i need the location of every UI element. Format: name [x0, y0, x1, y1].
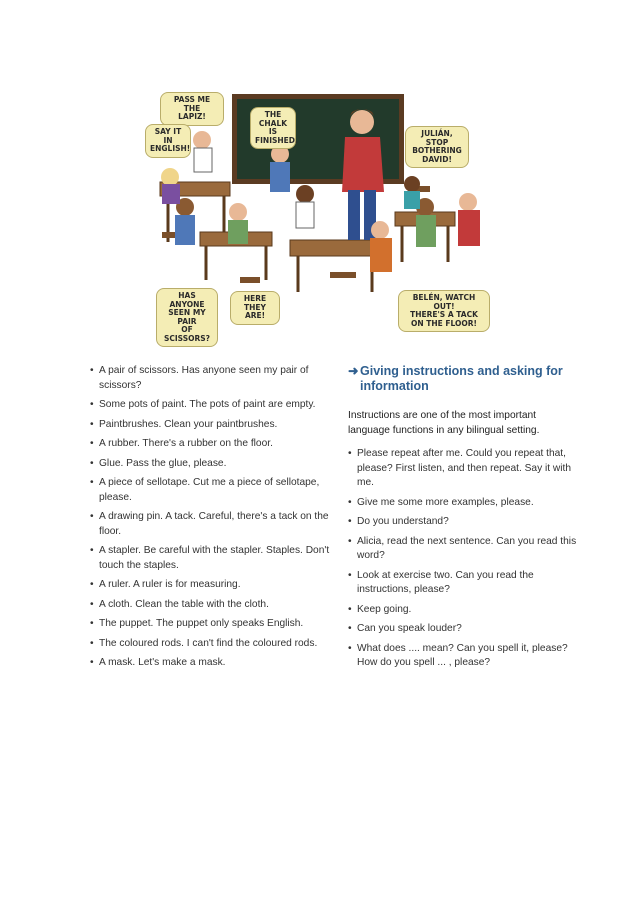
list-item: • A rubber. There's a rubber on the floor. — [90, 437, 335, 452]
instructions-section — [348, 364, 580, 676]
list-item: • Keep going. — [348, 603, 580, 618]
list-item: • Paintbrushes. Clean your paintbrushes. — [90, 418, 335, 433]
list-item: • A ruler. A ruler is for measuring. — [90, 578, 335, 593]
list-item: • Glue. Pass the glue, please. — [90, 457, 335, 472]
arrow-right-icon: ➜ — [348, 364, 359, 378]
list-item: • A drawing pin. A tack. Careful, there's a tack on the floor. — [90, 510, 335, 539]
speech-bubble: JULIÁN, STOP BOTHERING DAVID! — [405, 126, 469, 168]
list-item: • Can you speak louder? — [348, 622, 580, 637]
speech-bubble: THE CHALK IS FINISHED. — [250, 107, 296, 149]
list-item: • A piece of sellotape. Cut me a piece of sellotape, please. — [90, 476, 335, 505]
section-intro: Instructions are one of the most important language functions in any bilingual setting. — [348, 410, 540, 436]
list-item: • Do you understand? — [348, 515, 580, 530]
speech-bubble: SAY IT IN ENGLISH! — [145, 124, 191, 158]
section-heading — [348, 364, 580, 394]
vocabulary-list-section — [90, 364, 335, 676]
list-item: • A stapler. Be careful with the stapler. Staples. Don't touch the staples. — [90, 544, 335, 573]
list-item: • Alicia, read the next sentence. Can you read this word? — [348, 535, 580, 564]
speech-bubble: HAS ANYONE SEEN MY PAIR OF SCISSORS? — [156, 288, 218, 347]
section-heading-text: Giving instructions and asking for information — [360, 364, 563, 393]
speech-bubble: BELÉN, WATCH OUT! THERE'S A TACK ON THE FLOOR! — [398, 290, 490, 332]
list-item: • What does .... mean? Can you spell it, please? How do you spell ... , please? — [348, 642, 580, 671]
speech-bubble: PASS ME THE LAPIZ! — [160, 92, 224, 126]
list-item: • Please repeat after me. Could you repeat that, please? First listen, and then repeat. Say it with me. — [348, 447, 580, 491]
list-item: • Some pots of paint. The pots of paint are empty. — [90, 398, 335, 413]
vocabulary-list — [90, 364, 335, 671]
speech-bubble: HERE THEY ARE! — [230, 291, 280, 325]
list-item: • Look at exercise two. Can you read the instructions, please? — [348, 569, 580, 598]
list-item: • A mask. Let's make a mask. — [90, 656, 335, 671]
list-item: • A cloth. Clean the table with the cloth. — [90, 598, 335, 613]
list-item: • A pair of scissors. Has anyone seen my pair of scissors? — [90, 364, 335, 393]
instructions-list — [348, 447, 580, 671]
list-item: • The puppet. The puppet only speaks English. — [90, 617, 335, 632]
list-item: • Give me some more examples, please. — [348, 496, 580, 511]
list-item: • The coloured rods. I can't find the coloured rods. — [90, 637, 335, 652]
